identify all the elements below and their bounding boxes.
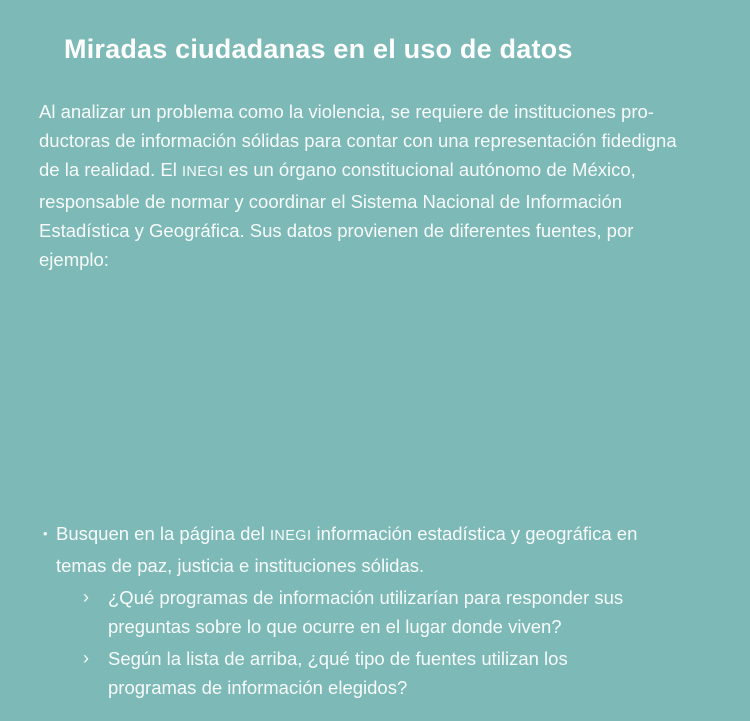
inegi-acronym: INEGI <box>181 164 224 180</box>
sub-bullet-1-line-2: preguntas sobre lo que ocurre en el lugar donde viven? <box>108 616 562 637</box>
bullet-dot-icon: • <box>43 526 48 541</box>
list-item-main <box>43 519 637 580</box>
intro-line-3 <box>39 155 677 187</box>
intro-line-1: Al analizar un problema como la violencia, se requiere de instituciones pro- <box>39 101 654 122</box>
intro-paragraph <box>39 97 677 274</box>
main-bullet-text: Busquen en la página del <box>56 523 270 544</box>
intro-line-6: ejemplo: <box>39 249 109 270</box>
main-bullet-text-cont: información estadística y geográfica en <box>311 523 638 544</box>
intro-line-3-text-cont: es un órgano constitucional autónomo de México, <box>223 159 636 180</box>
sub-bullet-2-line-2: programas de información elegidos? <box>108 677 408 698</box>
sub-bullet-1-line-1: ¿Qué programas de información utilizarían para responder sus <box>108 587 624 608</box>
intro-line-2: ductoras de información sólidas para contar con una representación fidedigna <box>39 130 677 151</box>
intro-line-3-text: de la realidad. El <box>39 159 182 180</box>
chevron-bullet-icon: › <box>83 587 89 607</box>
sub-list-item-1 <box>83 583 637 641</box>
activity-list <box>43 519 637 702</box>
sub-bullet-2-line-1: Según la lista de arriba, ¿qué tipo de fuentes utilizan los <box>108 648 568 669</box>
main-bullet-line-2: temas de paz, justicia e instituciones sólidas. <box>56 555 425 576</box>
sub-list-item-2 <box>83 644 637 702</box>
main-bullet-line-1 <box>56 519 637 551</box>
inegi-acronym: INEGI <box>269 528 312 544</box>
sub-list-item-2-content <box>108 644 637 702</box>
page-title: Miradas ciudadanas en el uso de datos <box>64 34 573 64</box>
chevron-bullet-icon: › <box>83 648 89 668</box>
intro-line-5: Estadística y Geográfica. Sus datos provienen de diferentes fuentes, por <box>39 220 634 241</box>
sub-list-item-1-content <box>108 583 637 641</box>
list-item-main-content <box>56 519 637 580</box>
intro-line-4: responsable de normar y coordinar el Sistema Nacional de Información <box>39 191 623 212</box>
